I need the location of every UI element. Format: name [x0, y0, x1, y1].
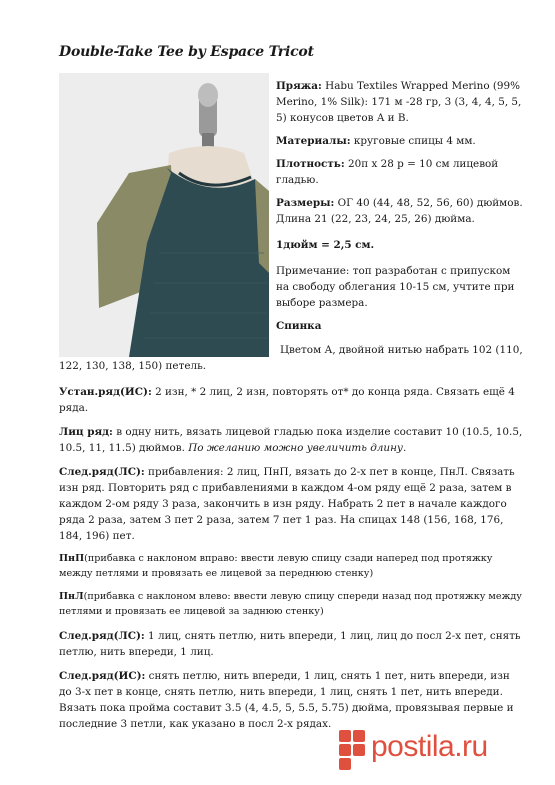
yarn-paragraph	[276, 78, 524, 126]
back-heading	[276, 318, 524, 334]
pnp-definition	[59, 551, 524, 581]
knit-row-paragraph	[59, 424, 524, 456]
inch-conversion	[276, 237, 524, 253]
knit-row-italic: По желанию можно увеличить длину.	[188, 442, 407, 454]
pnp-label: ПнП	[59, 553, 85, 564]
materials-paragraph	[276, 133, 524, 149]
increase-row-label: След.ряд(ЛС):	[59, 466, 145, 478]
gauge-text: 20п х 28 р = 10 см лицевой гладью.	[276, 158, 499, 186]
yarn-label: Пряжа:	[276, 80, 322, 92]
sizes-text: ОГ 40 (44, 48, 52, 56, 60) дюймов. Длина 21 (22, 23, 24, 25, 26) дюйма.	[276, 197, 523, 225]
garment-photo	[59, 73, 269, 357]
postila-logo-text: postila.ru	[371, 730, 488, 763]
knit-row-label: Лиц ряд:	[59, 426, 113, 438]
setup-row-paragraph	[59, 384, 524, 416]
back-heading-text: Спинка	[276, 320, 322, 332]
pnp-text: (прибавка с наклоном вправо: ввести левую спицу сзади наперед под протяжку между петлями и провязать ее лицевой за переднюю стенку)	[59, 553, 493, 579]
yarn-text: Habu Textiles Wrapped Merino (99% Merino, 1% Silk): 171 м -28 гр, 3 (3, 4, 4, 5, 5, 5) конусов цветов A и B.	[276, 80, 522, 124]
materials-text: круговые спицы 4 мм.	[350, 135, 476, 147]
setup-row-text: 2 изн, * 2 лиц, 2 изн, повторять от* до конца ряда. Связать ещё 4 ряда.	[59, 386, 515, 414]
pnl-text: (прибавка с наклоном влево: ввести левую спицу спереди назад под протяжку между петлями и провязать ее лицевой за заднюю стенку)	[59, 591, 522, 617]
pnl-label: ПнЛ	[59, 591, 84, 602]
cast-on-line-2: 122, 130, 138, 150) петель.	[59, 360, 207, 372]
sizes-paragraph	[276, 195, 524, 227]
materials-label: Материалы:	[276, 135, 351, 147]
setup-row-label: Устан.ряд(ИС):	[59, 386, 152, 398]
cast-on-line-1: Цветом А, двойной нитью набрать 102 (110,	[280, 344, 523, 356]
mannequin-sweater-image	[59, 73, 269, 357]
rs-row-label: След.ряд(ЛС):	[59, 630, 145, 642]
note-paragraph: Примечание: топ разработан с припуском на свободу облегания 10-15 см, учтите при выборе размера.	[276, 265, 515, 309]
gauge-label: Плотность:	[276, 158, 345, 170]
sizes-label: Размеры:	[276, 197, 335, 209]
ws-row-label: След.ряд(ИС):	[59, 670, 146, 682]
knit-row-text: в одну нить, вязать лицевой гладью пока изделие составит 10 (10.5, 10.5, 10.5, 11, 11.5) дюймов.	[59, 426, 523, 454]
gauge-paragraph	[276, 156, 524, 188]
increase-row-text: прибавления: 2 лиц, ПнП, вязать до 2-х пет в конце, ПнЛ. Связать изн ряд. Повторить ряд с прибавлениями в каждом 4-ом ряду ещё 2 раза, затем в каждом 2-ом ряду 3 раза, закончить в изн ряду. Набрать 2 пет в начале каждого ряда 2 раза, затем 3 пет 2 раза, затем 7 пет 1 раз. На спицах 148 (156, 168, 176, 184, 196) пет.	[59, 466, 515, 542]
ws-row-text: снять петлю, нить впереди, 1 лиц, снять 1 пет, нить впереди, изн до 3-х пет в конце, снять петлю, нить впереди, 1 лиц, снять 1 пет, нить впереди. Вязать пока пройма составит 3.5 (4, 4.5, 5, 5.5, 5.75) дюйма, провязывая первые и последние 3 петли, как указано в посл 2-х рядах.	[59, 670, 514, 730]
increase-row-paragraph	[59, 464, 524, 544]
pnl-definition	[59, 589, 524, 619]
rs-row-text: 1 лиц, снять петлю, нить впереди, 1 лиц, лиц до посл 2-х пет, снять петлю, нить впереди, 1 лиц.	[59, 630, 521, 658]
rs-row-paragraph	[59, 628, 524, 660]
postila-watermark	[335, 722, 535, 776]
inch-text: 1дюйм = 2,5 см.	[276, 239, 375, 251]
document-title: Double-Take Tee by Espace Tricot	[59, 44, 314, 60]
